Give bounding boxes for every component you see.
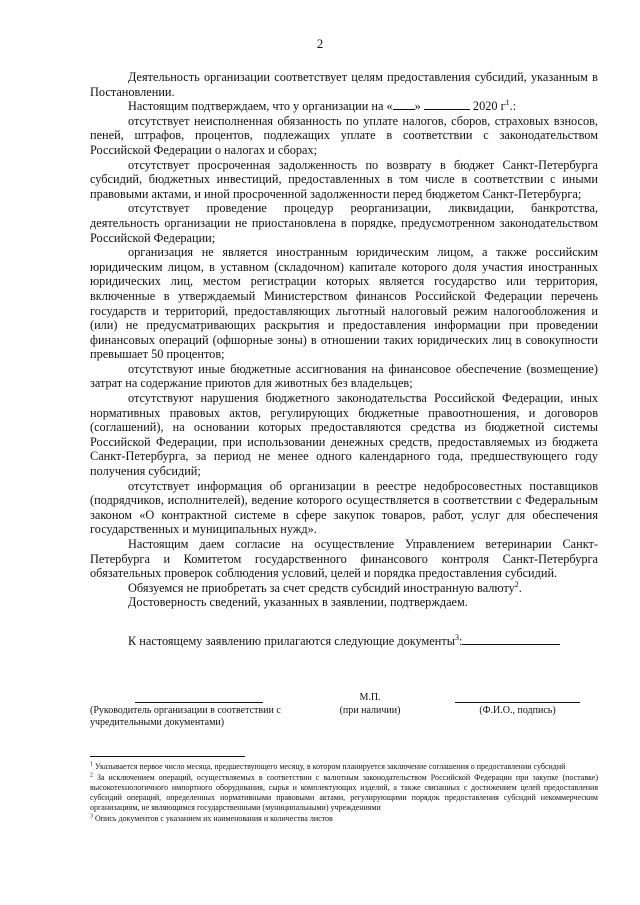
footnote-ref-2: 2 [514, 579, 519, 589]
footnote-2 [90, 773, 598, 813]
attachments-text: К настоящему заявлению прилагаются следующие документы [128, 633, 455, 648]
paragraph-reliability: Достоверность сведений, указанных в заявлении, подтверждаем. [128, 595, 468, 610]
document-body [90, 70, 598, 649]
paragraph-no-reorganization: отсутствует проведение процедур реорганизации, ликвидации, банкротства, деятельность организации не приостановлена в порядке, предусмотренном законодательством Российской Федерации; [90, 201, 598, 245]
paragraph-confirmation [90, 99, 598, 114]
footnote-number: 2 [90, 772, 93, 779]
paragraph-attachments [90, 634, 598, 649]
confirmation-suffix: .: [509, 99, 517, 114]
stamp-label: М.П. [359, 692, 381, 703]
footnote-number: 1 [90, 761, 93, 768]
paragraph-no-registry-record: отсутствует информация об организации в реестре недобросовестных поставщиков (подрядчиков, исполнителей), ведение которого осуществляется в соответствии с Федеральным законом «О контрактной системе в сфере закупок товаров, работ, услуг для обеспечения государственных и муниципальных нужд». [90, 478, 598, 537]
currency-end: . [518, 580, 522, 595]
footnote-ref-3: 3 [454, 632, 459, 642]
stamp-optional-label: (при наличии) [339, 705, 401, 716]
currency-text: Обязуемся не приобретать за счет средств субсидий иностранную валюту [128, 580, 515, 595]
paragraph-not-foreign-entity: организация не является иностранным юридическим лицом, а также российским юридическим лицом, в уставном (складочном) капитале которого доля участия иностранных юридических лиц, местом регистрации которых является государство или территория, включенные в утверждаемый Министерством финансов Российской Федерации перечень государств и территорий, предоставляющих льготный налоговый режим налогообложения и (или) не предусматривающих раскрытия и предоставления информации при проведении финансовых операций (офшорные зоны) в отношении таких юридических лиц в совокупности превышает 50 процентов; [90, 245, 598, 362]
footnote-number: 3 [90, 813, 93, 820]
footnote-text: Опись документов с указанием их наименования и количества листов [95, 814, 333, 823]
paragraph-consent: Настоящим даем согласие на осуществление Управлением ветеринарии Санкт-Петербурга и Комитетом государственного финансового контроля Санкт-Петербурга обязательных проверок соблюдения условий, целей и порядка предоставления субсидий. [90, 537, 598, 581]
attachments-colon: : [458, 633, 463, 648]
footnote-text: За исключением операций, осуществляемых в соответствии с валютным законодательством Российской Федерации при закупке (поставке) высокотехнологичного импортного оборудования, сырья и комплектующих изделий, а также связанных с достижением целей предоставления субсидий операций, определенных нормативными правовыми актами, регулирующими порядок предоставления субсидий некоммерческим организациям, не являющимся государственными (муниципальными) учреждениями [90, 773, 598, 812]
month-blank[interactable] [424, 109, 470, 110]
page-number: 2 [316, 36, 324, 51]
paragraph-no-other-allocations: отсутствуют иные бюджетные ассигнования на финансовое обеспечение (возмещение) затрат на содержание приютов для животных без владельцев; [90, 361, 598, 391]
name-signature-line[interactable] [455, 702, 580, 703]
day-separator: » [414, 99, 424, 114]
head-label: (Руководитель организации в соответствии с учредительными документами) [90, 705, 281, 728]
footnote-separator [90, 756, 245, 757]
attachments-blank[interactable] [462, 644, 560, 645]
head-signature-line[interactable] [135, 702, 263, 703]
paragraph-compliance: Деятельность организации соответствует целям предоставления субсидий, указанным в Постановлении. [90, 70, 598, 99]
confirmation-prefix: Настоящим подтверждаем, что у организации на « [128, 99, 393, 114]
day-blank[interactable] [393, 109, 415, 110]
footnote-3 [90, 814, 598, 824]
footnote-text: Указывается первое число месяца, предшествующего месяцу, в котором планируется заключение соглашения о предоставлении субсидий [95, 762, 566, 771]
paragraph-currency [90, 581, 598, 596]
name-signature-label: (Ф.И.О., подпись) [479, 705, 556, 716]
year-text: 2020 г [469, 99, 506, 114]
paragraph-no-tax-debt: отсутствует неисполненная обязанность по уплате налогов, сборов, страховых взносов, пеней, штрафов, процентов, подлежащих уплате в соответствии с законодательством Российской Федерации о налогах и сборах; [90, 113, 598, 157]
paragraph-no-budget-violations: отсутствуют нарушения бюджетного законодательства Российской Федерации, иных нормативных правовых актов, регулирующих бюджетные правоотношения, и договоров (соглашений), на основании которых предоставляются средства из бюджетной системы Российской Федерации, при использовании денежных средств, предоставляемых из бюджета Санкт-Петербурга, за период не менее одного календарного года, предшествующего году получения субсидий; [90, 391, 598, 479]
footnote-ref-1: 1 [505, 98, 510, 108]
footnote-1 [90, 762, 598, 772]
paragraph-no-overdue-debt: отсутствует просроченная задолженность по возврату в бюджет Санкт-Петербурга субсидий, бюджетных инвестиций, предоставленных в том числе в соответствии с иными правовыми актами, и иной просроченной задолженности перед бюджетом Санкт-Петербурга; [90, 157, 598, 201]
footnotes [90, 762, 598, 825]
